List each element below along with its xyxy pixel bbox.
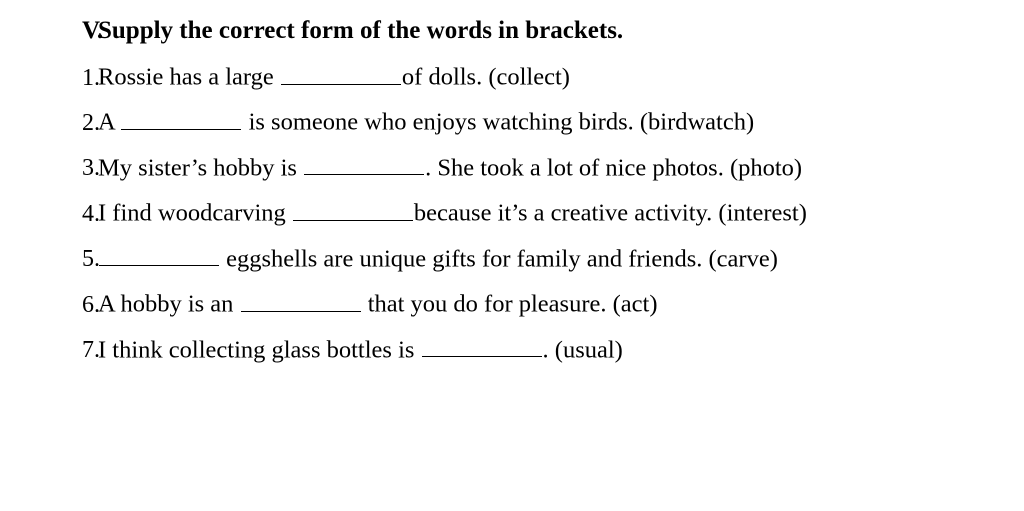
answer-blank[interactable]: [99, 243, 219, 267]
question-number: 5.: [82, 246, 100, 273]
question-row: [20, 106, 1004, 139]
question-text-after: of dolls. (collect): [401, 63, 570, 91]
question-text: [98, 197, 1004, 230]
question-row: [20, 288, 1004, 321]
exercise-heading: [20, 14, 1004, 47]
question-text: [98, 334, 1004, 367]
answer-blank[interactable]: [281, 61, 401, 85]
question-number: 2.: [82, 109, 100, 136]
question-text: [98, 288, 1004, 321]
question-text-before: A hobby is an: [98, 290, 240, 318]
answer-blank[interactable]: [293, 197, 413, 221]
answer-blank[interactable]: [241, 288, 361, 312]
exercise-title: Supply the correct form of the words in brackets.: [98, 17, 624, 44]
question-row: [20, 243, 1004, 276]
question-text-after: . (usual): [542, 336, 623, 364]
question-number: 1.: [82, 64, 100, 91]
answer-blank[interactable]: [304, 152, 424, 176]
exercise-number: V.: [82, 17, 104, 44]
question-text: [98, 106, 1004, 139]
question-row: [20, 334, 1004, 367]
answer-blank[interactable]: [422, 334, 542, 358]
question-text-after: because it’s a creative activity. (interest): [413, 199, 807, 227]
question-row: [20, 61, 1004, 94]
question-row: [20, 197, 1004, 230]
question-text-after: is someone who enjoys watching birds. (birdwatch): [242, 108, 755, 136]
question-text-before: I think collecting glass bottles is: [98, 336, 421, 364]
question-text: [98, 152, 1004, 185]
question-text-after: . She took a lot of nice photos. (photo): [425, 154, 803, 182]
question-number: 4.: [82, 200, 100, 227]
question-text-after: that you do for pleasure. (act): [361, 290, 658, 318]
question-number: 3.: [82, 155, 100, 182]
question-text-before: I find woodcarving: [98, 199, 292, 227]
question-row: [20, 152, 1004, 185]
answer-blank[interactable]: [121, 106, 241, 130]
question-text-before: My sister’s hobby is: [98, 154, 304, 182]
question-text-after: eggshells are unique gifts for family and friends. (carve): [220, 245, 778, 273]
question-number: 6.: [82, 291, 100, 318]
question-number: 7.: [82, 337, 100, 364]
question-text: [98, 61, 1004, 94]
question-text-before: A: [98, 108, 121, 136]
question-text-before: Rossie has a large: [98, 63, 280, 91]
question-text: [98, 243, 1004, 276]
